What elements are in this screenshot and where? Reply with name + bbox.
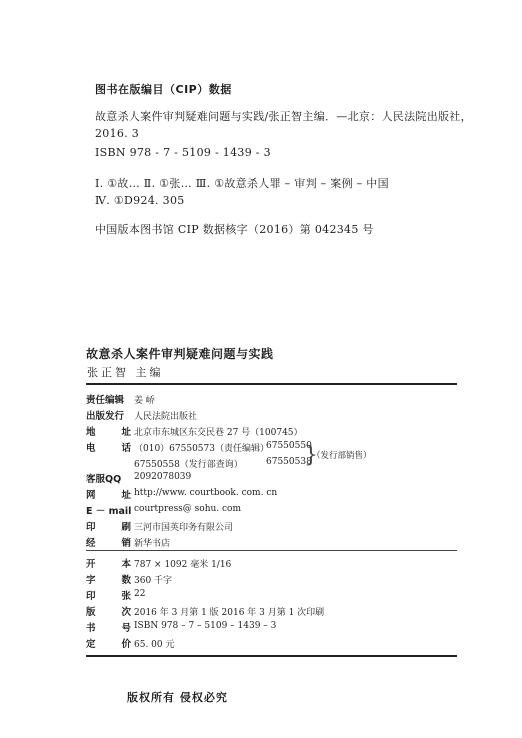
copyright-notice: 版权所有 侵权必究 [127, 691, 228, 704]
label-price: 定 价 [86, 639, 131, 650]
value-phone-query: 67550558（发行部查询） [134, 460, 243, 470]
cip-heading: 图书在版编目（CIP）数据 [95, 83, 232, 96]
value-sales-note: （发行部销售） [312, 451, 372, 461]
label-distributor: 经 销 [86, 538, 131, 549]
value-distributor: 新华书店 [134, 539, 171, 549]
divider-top [86, 383, 457, 385]
cip-record-number: 中国版本图书馆 CIP 数据核字（2016）第 042345 号 [95, 223, 374, 236]
label-format: 开 本 [86, 559, 131, 570]
label-website: 网 址 [86, 490, 131, 501]
label-editor: 责任编辑 [86, 395, 125, 406]
value-price: 65. 00 元 [134, 640, 175, 650]
label-publisher: 出版发行 [86, 411, 125, 422]
cip-classification-1: Ⅰ. ①故… Ⅱ. ①张… Ⅲ. ①故意杀人罪 – 审判 – 案例 – 中国 [95, 177, 389, 190]
cip-classification-2: Ⅳ. ①D924. 305 [95, 194, 185, 207]
brace-symbol: } [304, 443, 318, 468]
value-book-number: ISBN 978 – 7 – 5109 – 1439 – 3 [134, 621, 277, 631]
value-editor: 姜 峤 [134, 396, 155, 406]
label-qq: 客服QQ [86, 474, 122, 485]
cip-isbn: ISBN 978 - 7 - 5109 - 1439 - 3 [95, 146, 271, 159]
label-address: 地 址 [86, 427, 131, 438]
label-printer: 印 刷 [86, 522, 131, 533]
value-edition: 2016 年 3 月第 1 版 2016 年 3 月第 1 次印刷 [134, 608, 325, 618]
label-phone: 电 话 [86, 443, 131, 454]
label-sheets: 印 张 [86, 591, 131, 602]
label-edition: 版 次 [86, 607, 131, 618]
value-sheets: 22 [134, 589, 146, 599]
divider-middle [86, 550, 457, 551]
cip-date: 2016. 3 [95, 127, 140, 140]
value-website: http://www. courtbook. com. cn [134, 488, 278, 498]
value-phone-editor: （010）67550573（责任编辑） [134, 444, 269, 454]
book-title: 故意杀人案件审判疑难问题与实践 [86, 347, 274, 361]
value-phone-sales-2: 67550538 [266, 457, 312, 467]
value-phone-sales-1: 67550550 [266, 441, 312, 451]
label-word-count: 字 数 [86, 575, 131, 586]
label-book-number: 书 号 [86, 623, 131, 634]
book-author: 张正智 主编 [87, 366, 164, 379]
value-email: courtpress@ sohu. com [134, 504, 242, 514]
value-printer: 三河市国英印务有限公司 [134, 523, 234, 533]
value-format: 787 × 1092 毫米 1/16 [134, 560, 232, 570]
value-publisher: 人民法院出版社 [134, 412, 198, 422]
cip-description: 故意杀人案件审判疑难问题与实践/张正智主编．—北京：人民法院出版社， [95, 110, 472, 123]
value-word-count: 360 千字 [134, 576, 173, 586]
value-qq: 2092078039 [134, 472, 192, 482]
value-address: 北京市东城区东交民巷 27 号（100745） [134, 428, 303, 438]
label-email: E － mail [86, 506, 132, 517]
divider-bottom [86, 655, 457, 657]
